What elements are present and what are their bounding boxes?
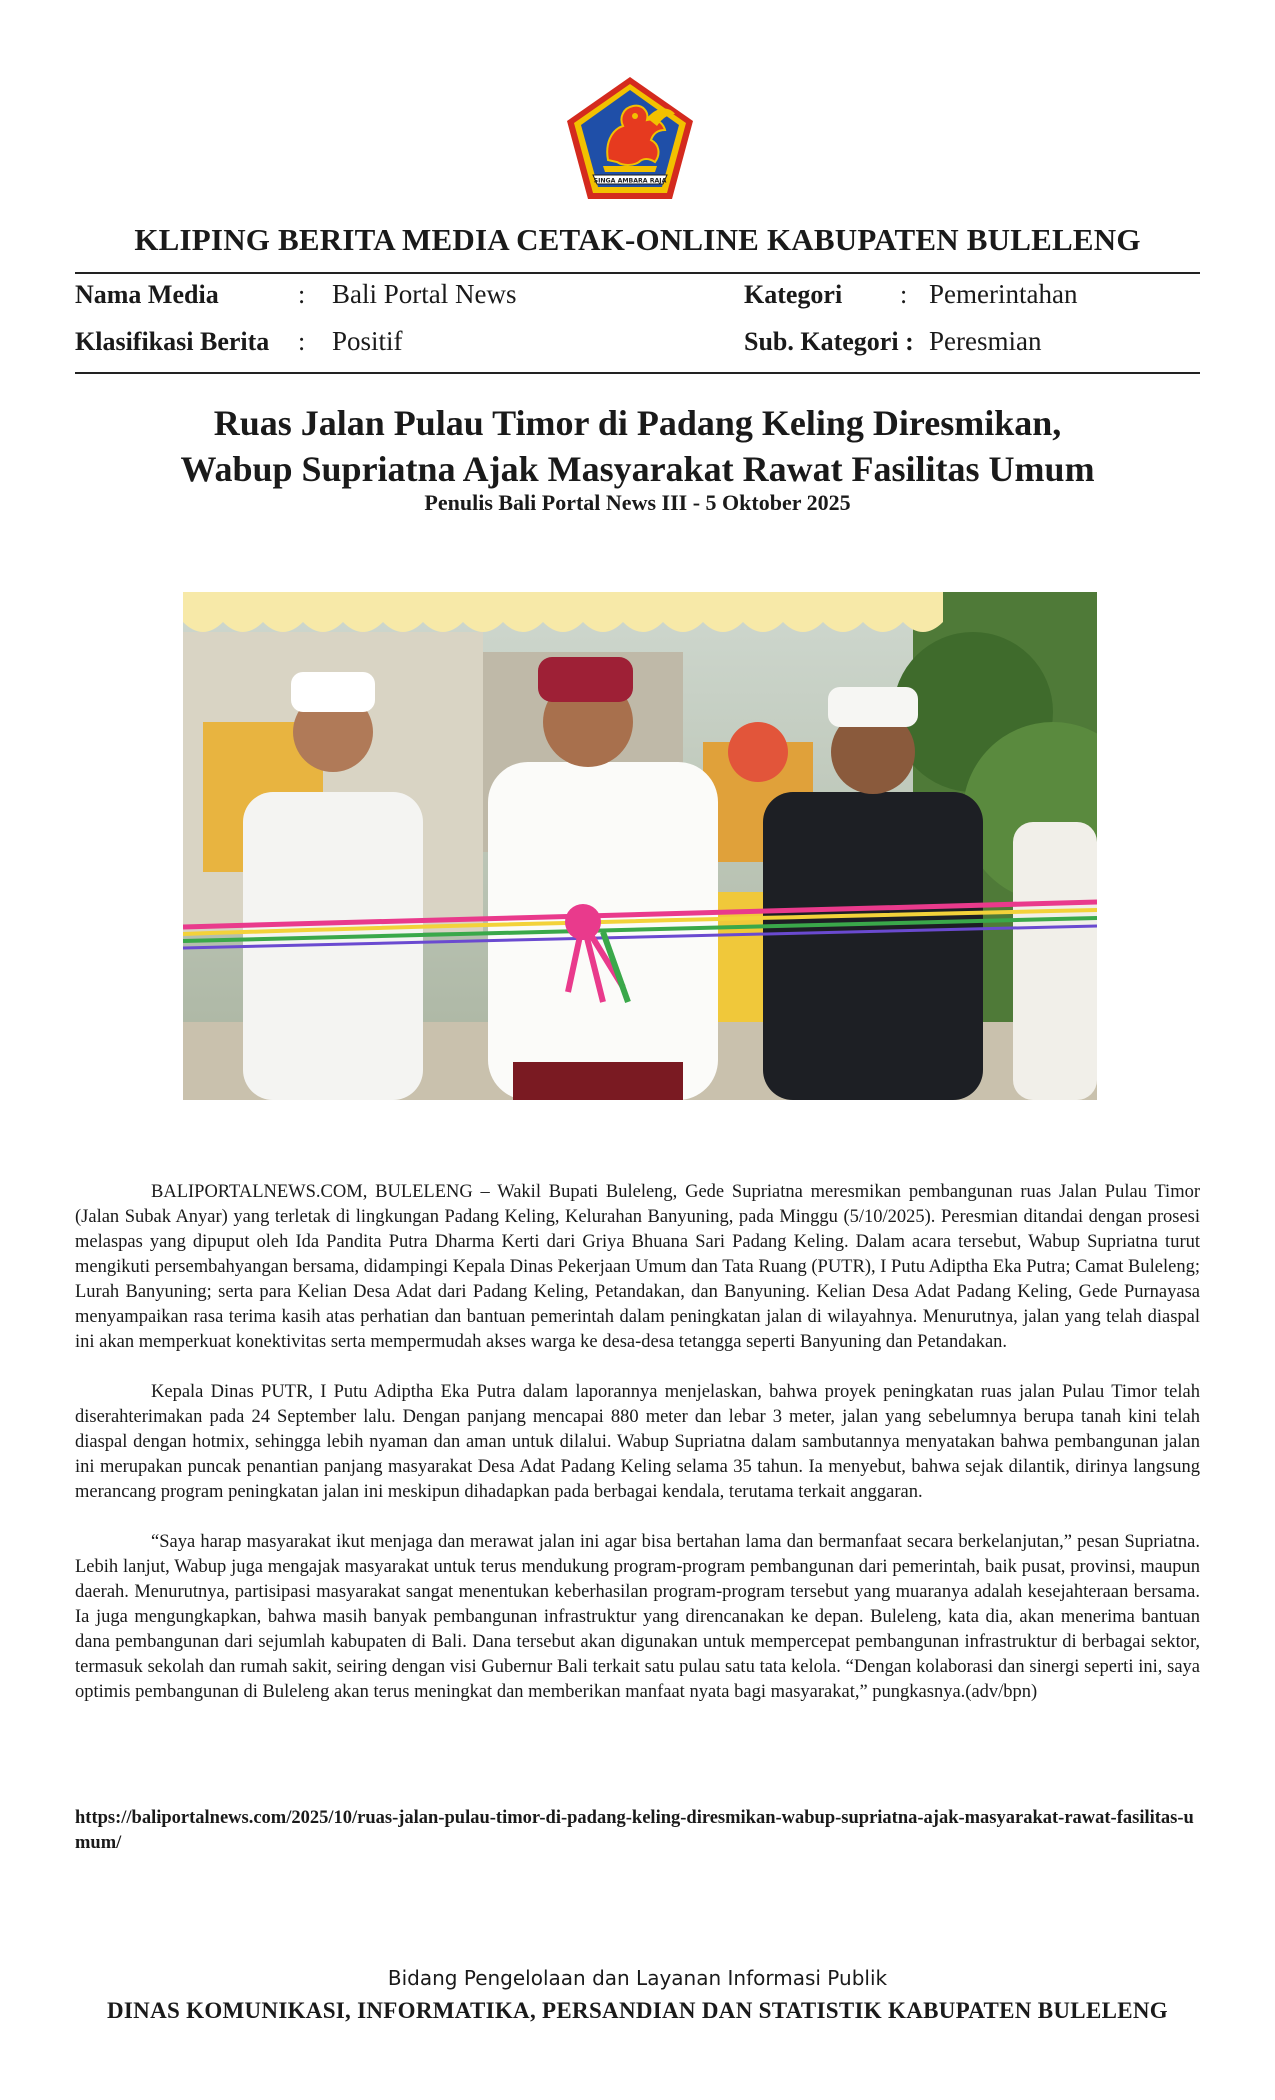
document-title: KLIPING BERITA MEDIA CETAK-ONLINE KABUPATEN BULELENG <box>134 222 1141 257</box>
meta-kategori-colon: : <box>900 280 908 309</box>
article-body <box>75 1180 1200 1730</box>
meta-kategori-label: Kategori <box>744 280 843 309</box>
meta-media-value: Bali Portal News <box>332 279 517 309</box>
meta-klasifikasi-value: Positif <box>332 326 403 356</box>
article-headline <box>75 400 1200 492</box>
meta-subkategori-label: Sub. Kategori : <box>744 327 914 356</box>
article-paragraph-1: BALIPORTALNEWS.COM, BULELENG – Wakil Bupati Buleleng, Gede Supriatna meresmikan pembangunan ruas Jalan Pulau Timor (Jalan Subak Anyar) yang terletak di lingkungan Padang Keling, Kelurahan Banyuning, pada Minggu (5/10/2025). Peresmian ditandai dengan prosesi melaspas yang dipuput oleh Ida Pandita Putra Dharma Kerti dari Griya Bhuana Sari Padang Keling. Dalam acara tersebut, Wabup Supriatna turut mengikuti persembahyangan bersama, didampingi Kepala Dinas Pekerjaan Umum dan Tata Ruang (PUTR), I Putu Adiptha Eka Putra; Camat Buleleng; Lurah Banyuning; serta para Kelian Desa Adat dari Padang Keling, Petandakan, dan Banyuning. Kelian Desa Adat Padang Keling, Gede Purnayasa menyampaikan rasa terima kasih atas perhatian dan bantuan pemerintah dalam peningkatan jalan di wilayahnya. Menurutnya, jalan yang telah diaspal ini akan memperkuat konektivitas serta mempermudah akses warga ke desa-desa tetangga seperti Banyuning dan Petandakan. <box>75 1182 1200 1352</box>
article-paragraph-2: Kepala Dinas PUTR, I Putu Adiptha Eka Putra dalam laporannya menjelaskan, bahwa proyek peningkatan ruas jalan Pulau Timor telah diserahterimakan pada 24 September lalu. Dengan panjang mencapai 880 meter dan lebar 3 meter, jalan yang sebelumnya berupa tanah kini telah diaspal dengan hotmix, sehingga lebih nyaman dan aman untuk dilalui. Wabup Supriatna dalam sambutannya menyatakan bahwa pembangunan jalan ini merupakan puncak penantian panjang masyarakat Desa Adat Padang Keling selama 35 tahun. Ia menyebut, bahwa sejak dilantik, dirinya langsung merancang program peningkatan jalan ini meskipun dihadapkan pada berbagai kendala, terutama terkait anggaran. <box>75 1382 1200 1502</box>
header-divider-top <box>75 272 1200 274</box>
headline-line-2: Wabup Supriatna Ajak Masyarakat Rawat Fasilitas Umum <box>180 449 1095 489</box>
footer-department: Bidang Pengelolaan dan Layanan Informasi Publik <box>387 1966 888 1990</box>
footer-agency: DINAS KOMUNIKASI, INFORMATIKA, PERSANDIAN DAN STATISTIK KABUPATEN BULELENG <box>107 1998 1168 2023</box>
article-paragraph-3: “Saya harap masyarakat ikut menjaga dan merawat jalan ini agar bisa bertahan lama dan bermanfaat secara berkelanjutan,” pesan Supriatna. Lebih lanjut, Wabup juga mengajak masyarakat untuk terus mendukung program-program pembangunan dari pemerintah, baik pusat, provinsi, maupun daerah. Menurutnya, partisipasi masyarakat sangat menentukan keberhasilan program-program tersebut yang muaranya adalah kesejahteraan bersama. Ia juga mengungkapkan, bahwa masih banyak pembangunan infrastruktur yang direncanakan ke depan. Buleleng, kata dia, akan menerima bantuan dana pembangunan dari sejumlah kabupaten di Bali. Dana tersebut akan digunakan untuk mempercepat pembangunan infrastruktur di berbagai sektor, termasuk sekolah dan rumah sakit, seiring dengan visi Gubernur Bali terkait satu pulau satu tata kelola. “Dengan kolaborasi dan sinergi seperti ini, saya optimis pembangunan di Buleleng akan terus meningkat dan memberikan manfaat nyata bagi masyarakat,” pungkasnya.(adv/bpn) <box>75 1532 1200 1702</box>
source-link[interactable]: https://baliportalnews.com/2025/10/ruas-jalan-pulau-timor-di-padang-keling-diresmikan-wabup-supriatna-ajak-masyarakat-rawat-fasilitas-umum/ <box>75 1808 1194 1853</box>
meta-subkategori-value: Peresmian <box>929 326 1042 356</box>
meta-klasifikasi-label: Klasifikasi Berita <box>75 327 270 356</box>
meta-media-label: Nama Media <box>75 280 219 309</box>
article-byline: Penulis Bali Portal News III - 5 Oktober 2025 <box>424 490 851 515</box>
meta-kategori-value: Pemerintahan <box>929 279 1078 309</box>
buleleng-regency-logo <box>563 74 697 202</box>
logo-motto: SINGA AMBARA RAJA <box>593 177 667 185</box>
ribbon-cutting-photo <box>183 592 1097 1100</box>
meta-klasifikasi-colon: : <box>298 327 306 356</box>
header-divider-bottom <box>75 372 1200 374</box>
meta-media-colon: : <box>298 280 306 309</box>
headline-line-1: Ruas Jalan Pulau Timor di Padang Keling Diresmikan, <box>213 403 1062 443</box>
